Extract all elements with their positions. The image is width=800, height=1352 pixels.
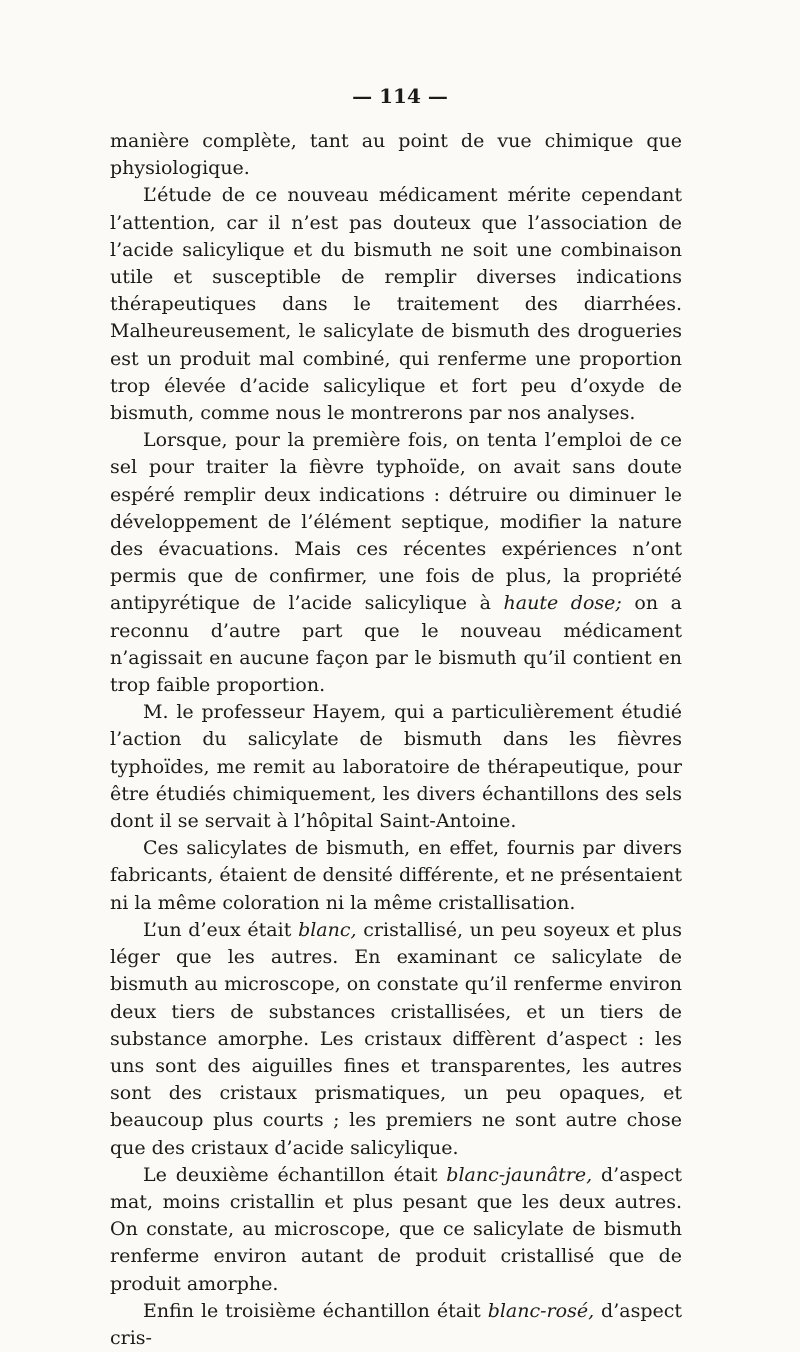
text-run: cristallisé, un peu soyeux et plus léger que les autres. En examinant ce salicylate de bismuth au microscope, on constate qu’il renferme environ deux tiers de substances cristallisées, et un tiers de substance amorphe. Les cristaux diffèrent d’aspect : les uns sont des aiguilles fines et transparentes, les autres sont des cristaux prismatiques, un peu opaques, et beaucoup plus courts ; les premiers ne sont autre chose que des cristaux d’acide salicylique. xyxy=(110,918,682,1159)
page-number-header: — 114 — xyxy=(352,84,448,108)
text-run: L’étude de ce nouveau médicament mérite cependant l’attention, car il n’est pas douteux que l’association de l’acide salicylique et du bismuth ne soit une combinaison utile et susceptible de remplir diverses indications thérapeutiques dans le traitement des diarrhées. Malheureusement, le salicylate de bismuth des drogueries est un produit mal combiné, qui renferme une proportion trop élevée d’acide salicylique et fort peu d’oxyde de bismuth, comme nous le montrerons par nos analyses. xyxy=(110,184,682,425)
text-run: M. le professeur Hayem, qui a particulièrement étudié l’action du salicylate de bismuth dans les fièvres typhoïdes, me remit au laboratoire de thérapeutique, pour être étudiés chimiquement, les divers échantillons des sels dont il se servait à l’hôpital Saint-Antoine. xyxy=(110,701,682,833)
paragraph xyxy=(110,182,682,427)
text-run: d’aspect mat, moins cristallin et plus pesant que les deux autres. On constate, au microscope, que ce salicylate de bismuth renferme environ autant de produit cristallisé que de produit amorphe. xyxy=(110,1163,682,1295)
paragraph xyxy=(110,427,682,699)
text-run: L’un d’eux était xyxy=(143,918,299,941)
body-text xyxy=(110,128,682,1352)
paragraph xyxy=(110,835,682,917)
text-run: Ces salicylates de bismuth, en effet, fournis par divers fabricants, étaient de densité différente, et ne présentaient ni la même coloration ni la même cristallisation. xyxy=(110,837,682,914)
text-run: Lorsque, pour la première fois, on tenta l’emploi de ce sel pour traiter la fièvre typhoïde, on avait sans doute espéré remplir deux indications : détruire ou diminuer le développement de l’élément septique, modifier la nature des évacuations. Mais ces récentes expériences n’ont permis que de confirmer, une fois de plus, la propriété antipyrétique de l’acide salicylique à xyxy=(110,429,682,615)
text-run: Enfin le troisième échantillon était xyxy=(143,1299,488,1322)
text-run: Le deuxième échantillon était xyxy=(143,1163,447,1186)
italic-text: haute dose; xyxy=(503,592,622,615)
text-run: d’aspect cris- xyxy=(110,1299,682,1349)
italic-text: blanc-rosé, xyxy=(487,1299,595,1322)
paragraph xyxy=(110,917,682,1162)
paragraph xyxy=(110,699,682,835)
italic-text: blanc-jaunâtre, xyxy=(446,1163,593,1186)
paragraph xyxy=(110,128,682,182)
text-run: manière complète, tant au point de vue chimique que physiologique. xyxy=(110,130,682,180)
paragraph xyxy=(110,1162,682,1298)
text-run: on a reconnu d’autre part que le nouveau médicament n’agissait en aucune façon par le bismuth qu’il contient en trop faible proportion. xyxy=(110,592,683,697)
italic-text: blanc, xyxy=(298,918,357,941)
paragraph xyxy=(110,1298,682,1352)
